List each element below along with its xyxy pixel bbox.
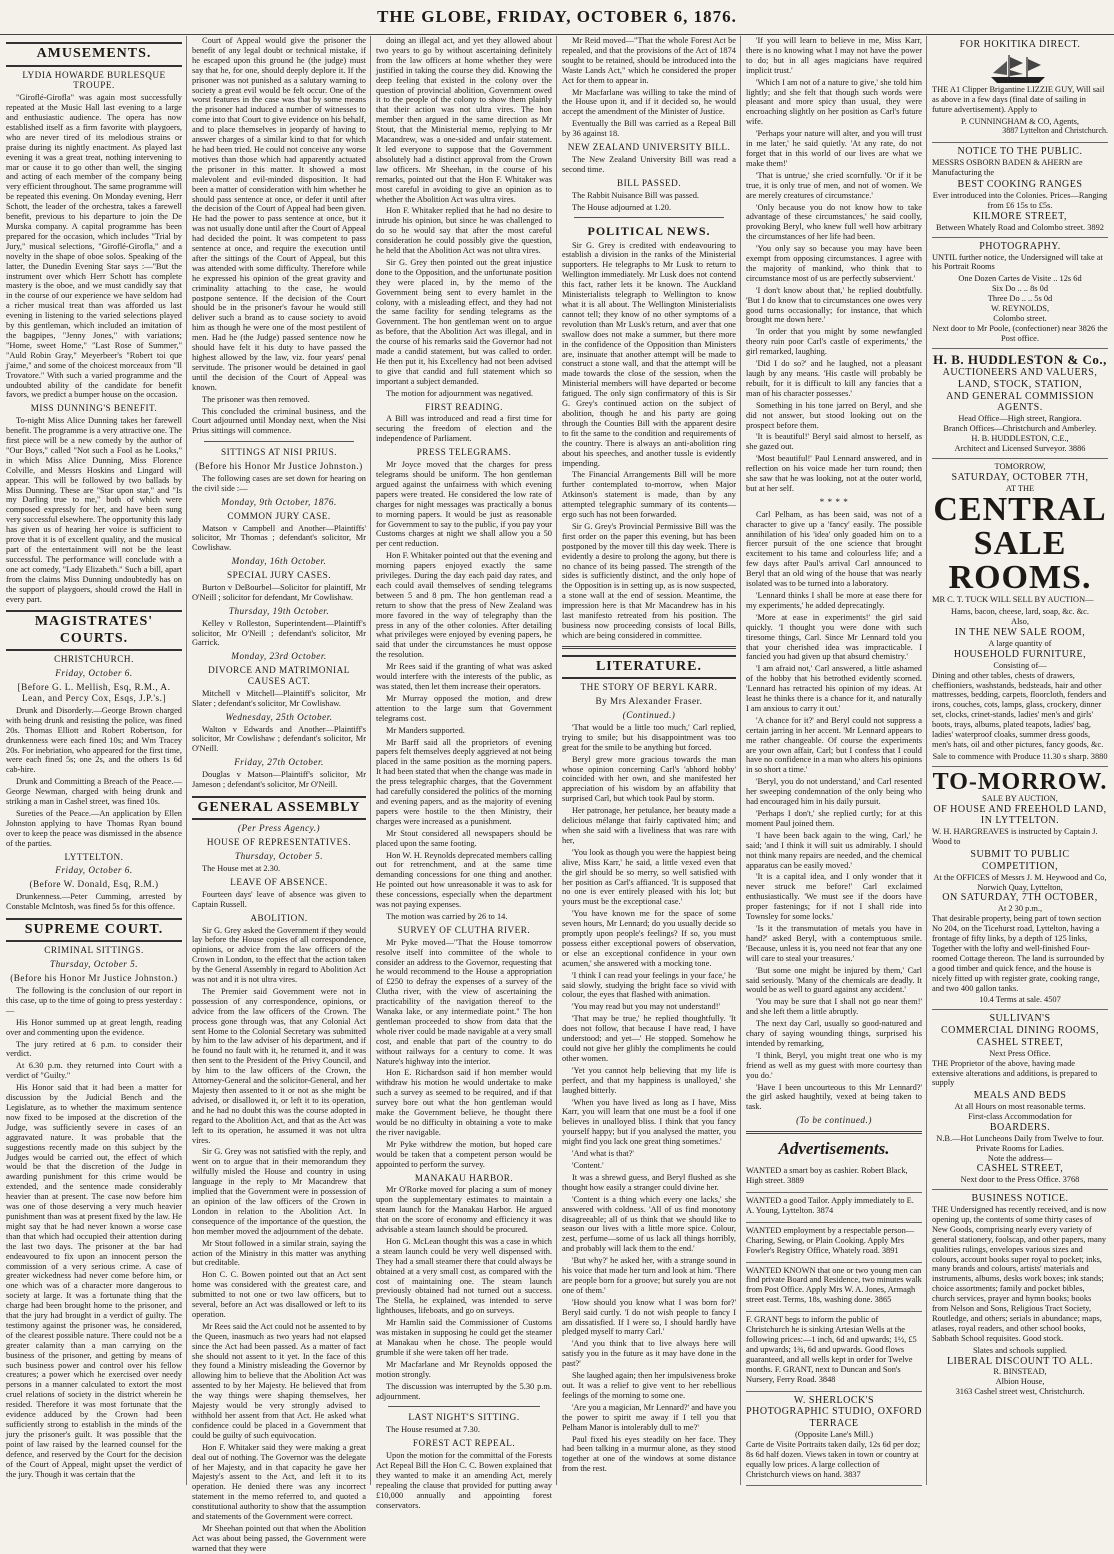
ad-text: IN LYTTELTON. xyxy=(980,815,1060,827)
ad-text: Next door to Mr Poole, (confectioner) near 3826 the Post office. xyxy=(932,323,1108,343)
dateline: Thursday, October 5. xyxy=(234,851,324,862)
paragraph: Upon the motion for the committal of the Forests Act Repeal Bill the Hon C. C. Bowen explained that they wanted to make it an amending Act, merely repealing the clause that provided for putting away £10,000 annually and appointing forest conservators. xyxy=(376,1451,552,1510)
paragraph: 'It is a capital idea, and I only wonder that it never struck me before!' Carl exclaimed enthusiastically. 'We must see if the doors have proper fastenings; for if not I shall ride into Townsley for some locks.' xyxy=(746,872,922,922)
price-row: One Dozen Cartes de Visite .. 12s 6d xyxy=(958,274,1082,284)
column-3 xyxy=(372,36,556,1510)
ad-text: W. H. HARGREAVES is instructed by Captain J. Wood to xyxy=(932,827,1098,847)
paragraph: The motion was carried by 26 to 14. xyxy=(386,911,508,921)
section-heading: LITERATURE. xyxy=(562,655,736,680)
paragraph: Matson v Campbell and Another—Plaintiffs' solicitor, Mr Thomas ; defendant's solicitor, Mr Cowlishaw. xyxy=(192,523,366,553)
paragraph: 'If you will learn to believe in me, Miss Karr, there is no knowing what I may not have the power to do; but in all ages magicians have required implicit trust.' xyxy=(746,36,922,75)
paragraph: The Rabbit Nuisance Bill was passed. xyxy=(572,190,699,200)
divider xyxy=(388,1406,540,1407)
paragraph: Drunk and Disorderly.—George Brown charged with being drunk and resisting the police, was fined 20s. Thomas Elliott and Robert Robertson, for drunkenness were each fined 10s; and Wm Tracey 20s. For inebriation, who appeared for the first time, were each fined 5s; one 2s, and the others 1s 6d cab-hire. xyxy=(6,705,182,775)
masthead: THE GLOBE, FRIDAY, OCTOBER 6, 1876. xyxy=(0,0,1114,35)
divider xyxy=(574,217,724,218)
ad-text: HOUSEHOLD FURNITURE, xyxy=(953,648,1087,660)
subheading: LEAVE OF ABSENCE. xyxy=(230,876,328,887)
dining-rooms-ad xyxy=(932,1010,1108,1190)
column-5 xyxy=(742,36,926,1485)
ad-text: CASHEL STREET, xyxy=(976,1163,1064,1175)
ad-text: THE A1 Clipper Brigantine LIZZIE GUY, Will sail as above in a few days (final date of sailing in future advertisement). Apply to xyxy=(932,84,1105,114)
shipping-ad xyxy=(932,36,1108,143)
column-rule xyxy=(186,36,187,1485)
paragraph: The House met at 2.30. xyxy=(202,864,281,874)
classified-ad xyxy=(746,1392,922,1487)
paragraph: 'You look as though you were the happiest being alive, Miss Karr,' he said, a little vexed even that the girl should be so merry, so well satisfied with her position as Carl's affianced. 'It is supposed that no one is ever entirely pleased with his lot; but yours must be the exceptional case.' xyxy=(562,847,736,907)
paragraph: Paul fixed his eyes steadily on her face. They had been talking in a murmur alone, as they stood together at one of the windows at some distance from the rest. xyxy=(562,1434,736,1474)
ad-title: W. SHERLOCK'S xyxy=(793,1394,875,1406)
section-heading: MAGISTRATES' COURTS. xyxy=(6,610,182,651)
paragraph: 'How should you know what I was born for?' Beryl said curtly. 'I do not wish people to fancy I am dissatisfied. If I were so, I should hardly have pledged myself to marry Carl.' xyxy=(562,1297,736,1337)
subheading: SPECIAL JURY CASES. xyxy=(226,570,332,581)
paragraph: 'Have I been uncourteous to this Mr Lennard?' the girl asked haughtily, vexed at being taken to task. xyxy=(746,1082,922,1112)
column-4 xyxy=(558,36,740,1485)
paragraph: Mr Hamlin said the Commissioner of Customs was mistaken in supposing he could get the steamer at Manakau when he chose. The people would grumble if she were taken off her trade. xyxy=(376,1318,552,1357)
paragraph: 'Lennard thinks I shall be more at ease there for my experiments,' he added deprecatingly. xyxy=(746,590,922,610)
classified-ad xyxy=(746,1263,922,1313)
price-row: Six Do .. .. 8s 0d xyxy=(991,284,1049,294)
paragraph: Hon W. H. Reynolds deprecated members calling out for retrenchment, and at the same time demanding concessions for one thing and another. He pointed out how unreasonable it was to ask for these concessions, especially when the department was not paying expenses. xyxy=(376,850,552,910)
ad-headline: CENTRAL xyxy=(933,491,1107,529)
ad-text: First-class Accommodation for xyxy=(968,1112,1072,1122)
paragraph: 'I think I can read your feelings in your face,' he said slowly, studying the bright face so vivid with colour, the eyes that flashed with animation. xyxy=(562,970,736,1000)
subheading: MANAKAU HARBOR. xyxy=(414,1172,514,1183)
paragraph: "Giroflé-Girofla" was again most successfully repeated at the Music Hall last evening to a large and enthusiastic audience. The opera has now established itself as a firm favorite with playgoers, who are never tired of its melodious strains or praise during its nightly enactment. As played last evening it was a great treat, nothing intervening to mar or cause it to go other than well, the singing and acting of each member of the company being very efficient throughout. The same programme will be repeated this evening. On Monday evening, Herr Schott, the leader of the orchestra, takes a farewell benefit, previous to his departure to join the De Murska company. A capital programme has been prepared for the occasion, which includes "Trial by Jury," musical selections, "Giroflé-Girofla," and a novelty in the shape of oboe solos. Speaking of the latter, the Dunedin Evening Star says :—"But the instrument over which Herr Schott has complete mastery is the oboe, and we must candidly say that in the course of our experience we have seldom had a richer musical treat than was afforded us last evening in listening to the varied selections played by this gentleman, which included an imitation of the bagpipes, "Jenny Jones," with variations; "Home, sweet Home," "Last Rose of Summer," "Auld Robin Gray," Meyerbeer's "Robert toi que j'aime," and some of the choicest morceaux from "Il Trovatore." With such a varied programme and the undoubted ability of the candidate for benefit favors, we predict a bumper house on the occasion. xyxy=(6,93,182,400)
paragraph: Hon F. Whitaker said they were making a great deal out of nothing. The Governor was the delegate of her Majesty, and in that capacity he gave her Majesty's assent to the Act, and left it to its operation. He denied there was any incorrect statement in the memo referred to, and quoted a constitutional authority to show that the assumption and statements of the Government were correct. xyxy=(192,1442,366,1522)
paragraph: Mr Rees said the Act could not be assented to by the Queen, inasmuch as two years had not elapsed since the Act had been passed. As a matter of fact she should not assent to it yet. In the face of this they found a Ministry misleading the Governor by allowing him to believe that the Abolition Act was assented to by her Majesty. He believed that from the way things were shaping themselves, her Majesty would be very strongly advised to withhold her assent from that Act. He asked what confidence could be placed in a Government that could be guilty of such equivocation. xyxy=(192,1321,366,1440)
bench-line: [Before G. L. Mellish, Esq, R.M., A. Lean, and Percy Cox, Esqs, J.P.'s.] xyxy=(17,682,171,704)
ad-text: At all Hours on most reasonable terms. xyxy=(954,1102,1086,1112)
paragraph: Sir G. Grey then pointed out the great injustice done to the Opposition, and the unfortunate position they were placed in, by the memo of the Government being sent to every hamlet in the colony, with a misleading effect, and they had not the same facility for sending telegrams as the Government. The hon gentleman went on to argue as before, that the Abolition Act was illegal, and in the course of his remarks said the Governor had not made a candid statement, but was called to order. He then put it, his Excellency had not been advised to give that candid and full statement which so important a subject demanded. xyxy=(376,257,552,386)
price-row: Three Do .. .. 5s 0d xyxy=(987,294,1053,304)
ad-text: 10.4 Terms at sale. 4507 xyxy=(979,995,1061,1005)
subheading: DIVORCE AND MATRIMONIAL CAUSES ACT. xyxy=(208,665,350,687)
paragraph: 'Which I am not of a nature to give,' she told him lightly; and she felt that though such words were pleasant and more spicy than usual, they were encroaching slightly on her position as Carl's future wife. xyxy=(746,77,922,127)
ad-text: WANTED employment by a respectable person—Charing, Sewing, or Plain Cooking. Apply Mrs Fowler's Registry Office, Whately road. 3891 xyxy=(746,1225,915,1255)
paragraph: Mr Reid moved—"That the whole Forest Act be repealed, and that the provisions of the Act of 1874 sought to be retained, should be introduced into the Waste Lands Act," which he considered the proper Act for them to appear in. xyxy=(562,36,736,85)
paragraph: Her patronage, her petulance, her beauty made a delicious mélange that fairly captivated him; and when she said with a liveliness that was rare with her, xyxy=(562,806,736,845)
paragraph: 'Perhaps I don't,' she replied curtly; for at this moment Paul joined them. xyxy=(746,809,922,828)
paragraph: 'Beryl, you do not understand,' and Carl resented her sweeping condemnation of the only being who had encouraged him in his daily pursuit. xyxy=(746,777,922,807)
ad-text: Consisting of— xyxy=(993,660,1047,670)
paragraph: Kelley v Rolleston, Superintendent—Plaintiff's solicitor, Mr O'Neill ; defendant's solicitor, Mr Garrick. xyxy=(192,618,366,648)
paragraph: She laughed again; then her impulsiveness broke out. It was a relief to give vent to her rebellious feelings of the morning to some one. xyxy=(562,1371,736,1400)
subheading: LAST NIGHT'S SITTING. xyxy=(408,1412,520,1423)
paragraph: Hon G. McLean thought this was a case in which a steam launch could be very well dispensed with. They had a small steamer there that could always be obtained at a very small cost, as compared with the cost of maintaining one. The steam launch previously obtained had not turned out a success. The Stella, he explained, was intended to serve lighthouses, lifeboats, and go on surveys. xyxy=(376,1236,552,1316)
ad-address: 3887 Lyttelton and Christchurch. xyxy=(1002,126,1108,136)
paragraph: 'I have been back again to the wing, Carl,' he said; 'and I think it will suit us admirably. I should not think many repairs are needed, and the chemical apparatus can be easily moved.' xyxy=(746,830,922,870)
ad-subtitle: (Opposite Lane's Mill.) xyxy=(794,1429,874,1439)
ad-text: WANTED a smart boy as cashier. Robert Black, High street. 3889 xyxy=(746,1166,908,1186)
paragraph: 'In order that you might by some newfangled theory ruin poor Carl's castle of experiments,' the girl remarked, laughing. xyxy=(746,327,922,357)
column-rule xyxy=(740,36,741,1485)
subheading: FIRST READING. xyxy=(425,401,503,412)
subheading: FOREST ACT REPEAL. xyxy=(412,1438,516,1449)
ad-text: SATURDAY, OCTOBER 7TH, xyxy=(951,471,1089,483)
bench-line: (Before W. Donald, Esq, R.M.) xyxy=(29,879,159,890)
ad-text: Dining and other tables, chests of drawers, cheffioniers, washstands, bedsteads, hair and other mattresses, bedding, carpets, floorcloth, fenders and irons, couches, cots, lamps, glass, crockery, dinner set, clocks, crinet-stands, ladies' men's and girls' boots, trays, albums, plated teapots, ladies' bag, ladies' waterproof cloaks, summer dress goods, men's hats, oil and other pictures, fancy goods, &c. xyxy=(932,670,1107,749)
ad-text: Next Press Office. xyxy=(989,1048,1051,1058)
paragraph: 'Content.' xyxy=(572,1160,604,1170)
ad-text: Hams, bacon, cheese, lard, soap, &c. &c. xyxy=(951,607,1089,617)
paragraph: At 6.30 p.m. they returned into Court with a verdict of "Guilty." xyxy=(6,1061,182,1081)
ad-title: KILMORE STREET, xyxy=(973,211,1067,223)
paragraph: His Honor summed up at great length, reading over and commenting upon the evidence. xyxy=(6,1017,182,1037)
huddleston-ad xyxy=(932,349,1108,459)
dateline: Monday, 9th October, 1876. xyxy=(221,496,337,507)
ad-text: Architect and Licensed Surveyor. 3886 xyxy=(954,443,1086,453)
paragraph: A Bill was introduced and read a first time for securing the freedom of election and the independence of Parliament. xyxy=(376,414,552,444)
paragraph: Mr Murray opposed the motion, and drew attention to the large sum that Government telegrams cost. xyxy=(376,693,552,723)
subheading: BILL PASSED. xyxy=(616,177,682,188)
ad-text: THE Undersigned has recently received, and is now opening up, the contents of some thirty cases of New Goods, comprising nearly every variety of general stationery, foolscap, and other papers, many qualities rulings, envelopes various sizes and colours, account books super royal to pocket; inks, many brands and colours, artists' materials and instruments, albums, desks work boxes; ink stands; choice assortments; family and pocket bibles, church services, prayer and hymn books; books from Nelson and Sons, Religious Tract Society, Routledge, and others; serials in abundance; maps, atlases, royal readers, and other school books, Sabbath School requisites. Good stock. xyxy=(932,1204,1107,1343)
subheading: PRESS TELEGRAMS. xyxy=(416,447,512,458)
ad-text: AND GENERAL COMMISSION AGENTS. xyxy=(946,390,1094,414)
paragraph: Sureties of the Peace.—An application by Ellen Johnston applying to have Thomas Ryan bound over to keep the peace was dismissed in the absence of the parties. xyxy=(6,808,182,848)
ad-text: TOMORROW, xyxy=(994,461,1046,471)
column-6 xyxy=(928,36,1112,1485)
classified-ad xyxy=(746,1163,922,1193)
ad-text: Next door to the Press Office. 3768 xyxy=(960,1175,1080,1185)
paragraph: The following is the conclusion of our report in this case, up to the time of going to press yesterday :— xyxy=(6,986,182,1015)
subheading: COMMON JURY CASE. xyxy=(227,510,331,521)
divider xyxy=(746,1131,922,1134)
paragraph: 'But why?' he asked her, with a strange sound in his voice that made her turn and look at him. 'There are people born for a groove; but surely you are not one of them.' xyxy=(562,1256,736,1295)
paragraph: Beryl grew more gracious towards the man whose opinion concerning Carl's 'abhord hobby' coincided with her own, and she manifested her appreciation of his wisdom by an affability that surprised Carl, but which took Paul by storm. xyxy=(562,754,736,804)
paragraph: 'Are you a magician, Mr Lennard?' and have you the power to spirit me away if I tell you that Pelham Manor is intolerably dull to me?' xyxy=(562,1402,736,1432)
paragraph: The House resumed at 7.30. xyxy=(386,1425,480,1435)
paragraph: The prisoner was then removed. xyxy=(202,394,310,404)
paragraph: 'I don't know about that,' he replied doubtfully. 'But I do know that to circumstances one owes very good turns occasionally; for instance, that which brought me down here.' xyxy=(746,285,922,325)
section-heading: SUPREME COURT. xyxy=(6,918,182,943)
paragraph: 'And what is that?' xyxy=(572,1149,634,1159)
paragraph: Sir G. Grey is credited with endeavouring to establish a division in the ranks of the Ministerial supporters. He telegraphs to Mr Lusk to return to Wellington immediately. Mr Lusk does not contend this fact, rather lets it be known. The Auckland Ministerialists telegraph to Wellington to know what it is all about. The Wellington Ministerialists cannot tell; they know of no other symptoms of a revolution than Mr Lusk's return, and aver that one swallow does not make a summer, but there more in the confidence of the Opposition than Ministers are, insinuate that another attempt will be made to construct a stone wall, and that the attempt will be made towards the close of the session, when the Ministerial members will have departed or become fatigued. The only sign confirmatory of this is Sir G. Grey's continued action on the subject of abolition, though he and his party are going through the Counties Bill with the apparent desire to fit the same to the condition and requirements of the country. There is always an anti-abolition ring about his speeches, and another tussle is evidently impending. xyxy=(562,240,736,468)
paragraph: The Financial Arrangements Bill will be more further contemplated to-morrow, when Major Atkinson's statement is made, than by any attempted telegraphic summary of its contents—ergo such has not been forwarded. xyxy=(562,470,736,520)
ad-text: Carte de Visite Portraits taken daily, 12s 6d per doz; 8s 6d half dozen. Views taken in town or country at equally low prices. A large collection of Christchurch views on hand. 3837 xyxy=(746,1439,921,1479)
continued-note: (Continued.) xyxy=(622,710,676,721)
subheading: SURVEY OF CLUTHA RIVER. xyxy=(397,924,531,935)
ad-text: At 2 30 p.m., xyxy=(997,904,1043,914)
ad-text: WANTED a good Tailor. Apply immediately to E. A. Young, Lyttelton. 3874 xyxy=(746,1196,914,1215)
subheading: CHRISTCHURCH. xyxy=(54,654,134,665)
paragraph: 'You have known me for the space of some seven hours, Mr Lennard; do you usually decide so promptly upon people's feelings? If so, you must possess either exceptional powers of observation, or else an exceptional confidence in your own acumen,' she answered with a mocking tone. xyxy=(562,909,736,968)
dateline: Thursday, 19th October. xyxy=(228,605,330,616)
ship-icon xyxy=(987,51,1049,85)
paragraph: It was a shrewd guess, and Beryl flushed as she thought how easily a stranger could divine her. xyxy=(562,1172,736,1192)
subheading: SITTINGS AT NISI PRIUS. xyxy=(221,447,337,458)
paragraph: Court of Appeal would give the prisoner the benefit of any legal doubt or technical mistake, if he escaped upon this ground he (the judge) must say that he, for one, should deeply deplore it. If the prisoner was not punished as a salutary warning to society a great evil would be felt occur. One of the worst features in the case was that by some means the prisoner had induced a number of witnesses to come into that Court to give evidence on his behalf, and to place themselves in jeopardy of having to answer charges of a similar kind to that for which he had been tried. He could not conceive any worse motives than those which had apparently actuated the prisoner in this matter. It showed a most malevolent and evil-minded disposition. It had been a matter of consideration with him whether he should pass sentence at once, or defer it until after the decision of the Court of Appeal had been given. He had the power to pass sentence at once, but it was not usually done until after the Court of Appeal had decided the point. It was competent to pass sentence at once, and require the execution until after the sittings of the Court of Appeal, but this was attended with some difficulty. Therefore while he expressed his opinion of the great gravity and criminality attaching to the case, he would postpone sentence. If the decision of the Court should be in the prisoner's favour he would still deliver such a brand as to cause society to avoid him as though he were one of the most pestilent of men. Had he (the Judge) passed sentence now he should have felt it his duty to have passed the highest allowed by the law, viz. four years' penal servitude. The prisoner would be detained in gaol until the decision of the Court of Appeal was known. xyxy=(192,36,366,392)
paragraph: 'Is it the transmutation of metals you have in hand?' asked Beryl, with a contemptuous smile. 'Because, unless it is, you need not fear that any one will care to steal your treasures.' xyxy=(746,923,922,963)
ad-text: SALE BY AUCTION, xyxy=(982,793,1058,803)
paragraph: 'You may be sure that I shall not go near them!' and she left them a little abruptly. xyxy=(746,997,922,1017)
ad-text: UNTIL further notice, the Undersigned will take at his Portrait Rooms xyxy=(932,252,1103,272)
paragraph: 'That would be a little too much,' Carl replied, trying to smile; but his disappointment was too great for the smile to be anything but forced. xyxy=(562,722,736,752)
ad-title: BUSINESS NOTICE. xyxy=(971,1193,1069,1205)
paragraph: 'That is untrue,' she cried scornfully. 'Or if it be true, it is only true of men, and not of women. We are merely creatures of circumstance.' xyxy=(746,170,922,200)
ad-text: That desirable property, being part of town section No 204, on the Ticehurst road, Lyttelton, having a frontage of fifty links, by a depth of 125 links, Together with the lofty and well-finished Four-roomed Cottage thereon. The land is surrounded by a good timber and quick fence, and the house is nicely fitted up with register grate, cooking range, and two 400 gallon tanks. xyxy=(932,914,1105,993)
ad-text: A large quantity of xyxy=(988,639,1052,648)
advertisements-heading: Advertisements. xyxy=(778,1139,890,1159)
ad-text: Also, xyxy=(1011,617,1029,627)
ad-text: THE Proprietor of the above, having made extensive alterations and additions, is prepared to supply xyxy=(932,1058,1098,1088)
paragraph: Mr Manders supported. xyxy=(386,725,465,735)
paragraph: Walton v Edwards and Another—Plaintiff's solicitor, Mr Cowlishaw ; defendant's solicitor, Mr O'Neill. xyxy=(192,724,366,754)
byline: By Mrs Alexander Fraser. xyxy=(595,696,703,707)
ad-text: BOARDERS. xyxy=(989,1121,1051,1133)
business-notice-ad xyxy=(932,1190,1108,1401)
paragraph: 'You only say so because you may have been exempt from opposing circumstances. I agree with the majority of mankind, who think that to circumstance most of us are perfectly subservient.' xyxy=(746,244,922,283)
paragraph: Sir G. Grey asked the Government if they would lay before the House copies of all correspondence, opinions, or advice from the law officers of the Crown in London, to the effect that the action taken by the General Assembly in regard to Abolition Act was not and it is not ultra vires. xyxy=(192,925,366,985)
ad-text: Slates and schools supplied. xyxy=(973,1345,1067,1355)
paragraph: Mr Joyce moved that the charges for press telegrams should be uniform. The hon gentleman argued against the unfairness with which evening papers were treated. He considered the low rate of charges for night messages was practically a bonus to morning papers. It would be just as reasonable for Government to say to the public, if you pay your Customs charges at night we shall allow you a 50 per cent reduction. xyxy=(376,460,552,549)
paragraph: Mr Barff said all the proprietors of evening papers felt themselves deeply aggrieved at not being placed in the same position as the morning papers. It had been stated that when the change was made in the press telegraphic charges, that the Government had carefully considered the politics of the morning and evening papers, and as the majority of evening papers were hostile to the then Ministry, their charges were increased as a punishment. xyxy=(376,737,552,826)
ad-title: CASHEL STREET, xyxy=(976,1036,1064,1048)
paragraph: 'I think, Beryl, you might treat one who is my friend as well as my guest with more courtesy than you do.' xyxy=(746,1050,922,1080)
ad-text: MEALS AND BEDS xyxy=(973,1090,1067,1102)
ad-text: SUBMIT TO PUBLIC COMPETITION, xyxy=(970,849,1070,872)
classified-ad xyxy=(746,1223,922,1263)
subheading: CRIMINAL SITTINGS. xyxy=(44,945,144,956)
paragraph: Mr Macfarlane was willing to take the mind of the House upon it, and if it decided so, he would accept the amendment of the Minister of Justice. xyxy=(562,87,736,117)
paragraph: 'A chance for it?' and Beryl could not suppress a certain jarring in her accent. 'Mr Lennard appears to me rather changeable. Of course the experiments are your own affair, Carl; but I confess that I could have no confidence in a man who alters his opinions in so short a time.' xyxy=(746,715,922,775)
paragraph: Mr Pyke moved—"That the House tomorrow resolve itself into committee of the whole to consider an address to the Governor, requesting that he would recommend to the House a appropriation of £250 to defray the expenses of a survey of the Clutha river, with the view of ascertaining the practicability of the navigation thereof to the Wanaka lake, or any intermediate point." The hon gentleman proceeded to show from data that the whole river could be made navigable at a very small cost, and enable that part of the country to do without railways for a century to come. It was Nature's highway into the interior. xyxy=(376,937,552,1066)
paragraph: The New Zealand University Bill was read a second time. xyxy=(562,154,736,174)
paragraph: Eventually the Bill was carried as a Repeal Bill by 36 against 18. xyxy=(562,119,736,139)
dateline: Friday, 27th October. xyxy=(234,757,324,768)
dateline: Friday, October 6. xyxy=(55,668,133,679)
ad-text: F. GRANT begs to inform the public of Christchurch he is sinking Artesian Wells at the following prices:—1 inch, 6d and upwards; 1½, £5 and upwards; 1¾, 6d and upwards. Good flows guaranteed, and all wells kept in order for Twelve months. F. GRANT, next to Duncan and Son's Nursery, Ferry Road. 3848 xyxy=(746,1315,917,1384)
paragraph: 'I am afraid not,' Carl answered, a little ashamed of the hobby that his betrothed evidently scorned. 'Lennard has retracted his opinion of my ideas. At least he thinks there is a chance for it, and naturally I am anxious to carry it out.' xyxy=(746,664,922,713)
ad-text: AUCTIONEERS AND VALUERS, xyxy=(942,367,1098,379)
ad-text: LAND, STOCK, STATION, xyxy=(957,378,1083,390)
central-sale-rooms-ad xyxy=(932,459,1108,767)
ad-text: ON SATURDAY, 7TH OCTOBER, xyxy=(942,892,1098,904)
ad-title: H. B. HUDDLESTON & Co., xyxy=(933,351,1107,367)
paragraph: Mr Pyke withdrew the motion, but hoped care would be taken that a competent person would be appointed to perform the survey. xyxy=(376,1139,552,1169)
paragraph: 'Content is a thing which every one lacks,' she answered with coldness. 'All of us find monotony disagreeable; all of us think that we should like to season our lives with a little more spice. Colour, zest, perfume—some of us lack all things horribly, and probably will lack them to the end.' xyxy=(562,1194,736,1254)
paragraph: This concluded the criminal business, and the Court adjourned until Monday next, when the Nisi Prius sittings will commence. xyxy=(192,406,366,436)
ad-text: Branch Offices—Christchurch and Amberley. xyxy=(943,424,1097,434)
paragraph: 'Did I do so?' and he laughed, not a pleasant laugh by any means. 'His castle will probably be rebuilt, for it is difficult to kill any fancies that a man of his character possesses.' xyxy=(746,359,922,398)
paragraph: doing an illegal act, and yet they allowed about two years to go by without ascertaining definitely from the law officers at home whether they were justified in taking the course they did. Knowing the deep feeling that existed in the colony over the question of provincial abolition, Government owed it to the people of the colony to show them plainly that their action was not ultra vires. The hon member then argued in the same direction as Mr Stout, that the Ministerial memo, replying to Mr Macandrew, was a one-sided and unfair statement. It led everyone to suppose that the Government absolutely had a distinct approval from the Crown law officers. Mr Sheehan, in the course of his remarks, pointed out that the Hon F. Whitaker was most careful in avoiding to give an opinion as to whether the Abolition Act was ultra vires. xyxy=(376,36,552,204)
paragraph: Mr O'Rorke moved for placing a sum of money upon the supplementary estimates to maintain a steam launch for the Manakau Harbor. He argued that on the score of economy and efficiency it was advisable a steam launch should be procured. xyxy=(376,1185,552,1235)
paragraph: Douglas v Matson—Plaintiff's solicitor, Mr Jameson ; defendant's solicitor, Mr O'Neill. xyxy=(192,770,366,790)
paragraph: Sir G. Grey was not satisfied with the reply, and went on to argue that in their memorandum they wilfully misled the House and country in using language in the reply to Mr Macandrew that implied that the Government were in possession of an opinion of the law officers of the Crown in London in relation to the Abolition Act. In consequence of the importance of the question, the hon member moved the adjournment of the debate. xyxy=(192,1147,366,1236)
ad-title: BEST COOKING RANGES xyxy=(957,179,1083,191)
paragraph: Carl Pelham, as has been said, was not of a character to give up a 'fancy' easily. The possible annihilation of his 'idea' only goaded him on to a fiercer pursuit of the one science that brought excitement to his tame and colourless life; and a few days after Paul's arrival Carl announced to Beryl that an old wing of the house that was nearly isolated was to be turned into a laboratory. xyxy=(746,509,922,589)
paragraph: Mr Stout followed in a similar strain, saying the action of the Ministry in this matter was anything but creditable. xyxy=(192,1238,366,1268)
paragraph: 'Only because you do not know how to take advantage of these circumstances,' he said coolly, provoking Beryl, who knew full well how arbitrary the circumstances of her life had been. xyxy=(746,202,922,242)
continued-note: (To be continued.) xyxy=(796,1115,872,1126)
ad-title: PHOTOGRAPHY. xyxy=(979,240,1061,252)
paragraph: Hon F. Whitaker replied that he had no desire to intrude his opinion, but since he was challenged to do so he would say that after the most careful consideration he could possibly give the question, he held that the Abolition Act was not ultra vires. xyxy=(376,206,552,256)
paragraph: 'But some one might be injured by them,' Carl said seriously. 'Many of the chemicals are deadly. It would be as well to guard against any accident.' xyxy=(746,965,922,995)
ad-title: SULLIVAN'S xyxy=(989,1013,1051,1025)
paragraph: 'Perhaps your nature will alter, and you will trust in me later,' he said quietly. 'At any rate, do not forget that in this world of our lives are what we make them!' xyxy=(746,129,922,168)
dateline: Monday, 23rd October. xyxy=(231,651,327,662)
subheading: NEW ZEALAND UNIVERSITY BILL. xyxy=(567,142,731,153)
ad-signature: W. REYNOLDS, xyxy=(990,304,1050,314)
ad-title: NOTICE TO THE PUBLIC. xyxy=(957,145,1083,157)
paragraph: 'When you have lived as long as I have, Miss Karr, you will learn that one must be a fool if one believes in unalloyed bliss. I think that you fancy yourself happy; but if you analysed the matter, you might find you lack one great thing sometimes.' xyxy=(562,1097,736,1147)
ad-text: At the OFFICES of Messrs J. M. Heywood and Co, Norwich Quay, Lyttelton, xyxy=(933,872,1107,892)
subheading: (Per Press Agency.) xyxy=(237,823,321,834)
bench-line: (Before his Honor Mr Justice Johnston.) xyxy=(195,461,363,472)
subheading: THE STORY OF BERYL KARR. xyxy=(580,682,718,693)
column-rule xyxy=(556,36,557,1485)
section-break: * * * * xyxy=(819,496,849,507)
paragraph: Drunk and Committing a Breach of the Peace.—George Newman, charged with being drunk and striking a man in Cashel street, was fined 10s. xyxy=(6,777,182,807)
dateline: Thursday, October 5. xyxy=(49,959,139,970)
ad-text: Sale to commence with Produce 11.30 s sharp. 3880 xyxy=(932,751,1108,761)
ad-title: PHOTOGRAPHIC STUDIO, OXFORD TERRACE xyxy=(746,1406,922,1430)
paragraph: Burton v DeBourbel—Solicitor for plaintiff, Mr O'Neill ; solicitor for defendant, Mr Cowlishaw. xyxy=(192,582,366,602)
paragraph: Hon E. Richardson said if hon member would withdraw his motion he would undertake to make such a survey as seemed to be required, and if that survey bore out what the hon gentleman would make the Government believe, he thought there would be no difficulty in obtaining a vote to make the river navigable. xyxy=(376,1068,552,1137)
paragraph: Mr Macfarlane and Mr Reynolds opposed the motion strongly. xyxy=(376,1359,552,1379)
paragraph: The jury retired at 6 p.m. to consider their verdict. xyxy=(6,1039,182,1059)
paragraph: Mr Stout considered all newspapers should be placed upon the same footing. xyxy=(376,828,552,848)
paragraph: The discussion was interrupted by the 5.30 p.m. adjournment. xyxy=(376,1381,552,1401)
dateline: Wednesday, 25th October. xyxy=(225,711,333,722)
ad-headline: TO-MORROW. xyxy=(932,768,1108,795)
ad-text: 3163 Cashel street west, Christchurch. xyxy=(955,1387,1085,1397)
ad-text: AT THE xyxy=(1005,483,1035,493)
subheading: ABOLITION. xyxy=(250,912,308,923)
paragraph: 'Yet you cannot help believing that my life is perfect, and that my happiness is unalloyed,' she laughed bitterly. xyxy=(562,1065,736,1095)
paragraph: Mr Rees said if the granting of what was asked would interfere with the interests of the public, as was stated, then let them increase their operators. xyxy=(376,662,552,691)
paragraph: 'And you think that to live always here will satisfy you in the future as it may have done in the past?' xyxy=(562,1339,736,1369)
ad-text: IN THE NEW SALE ROOM, xyxy=(954,627,1086,639)
paragraph: The next day Carl, usually so good-natured and chary of saying wounding things, surprised his intended by remarking, xyxy=(746,1019,922,1048)
section-heading: AMUSEMENTS. xyxy=(6,42,182,67)
ad-text: Private Rooms for Ladies. xyxy=(976,1143,1064,1153)
ad-text: OF HOUSE AND FREEHOLD LAND, xyxy=(933,803,1107,815)
column-rule xyxy=(370,36,371,1485)
column-2 xyxy=(188,36,370,1553)
lyttelton-auction-ad xyxy=(932,767,1108,1011)
paragraph: To-night Miss Alice Dunning takes her farewell benefit. The programme is a very attractive one. The first piece will be a new comedy by the author of "Our Boys," called "Not such a Fool as he Looks," in which Miss Alice Dunning, Miss Florence Colville, and Messrs Hoskins and Lingard will appear. This will be followed by two ballads by Miss Dunning. These are "Star upon star," and "Is my Darling true to me," both of which were composed expressly for her, and have been sung very successful elsewhere. The opportunity this lady has given us of hearing her voice is sufficient to prove that it is of excellent quality, and the musical part of the entertainment will not be the least successful. The performance will conclude with a one act comedy, "Lady Elizabeth." Such a bill, apart from the claims Miss Dunning undoubtedly has on the support of playgoers, should crowd the Hall in every part. xyxy=(6,416,182,604)
ad-text: Ever introduced into the Colonies. Prices—Ranging from £6 15s to £5s. xyxy=(932,191,1108,211)
column-1 xyxy=(2,36,186,1485)
subheading: LYDIA HOWARDE BURLESQUE TROUPE. xyxy=(22,69,166,91)
paragraph: 'Most beautiful!' Paul Lennard answered, and in reflection on his voice made her turn round; then she saw that he was looking, not at the outer world, but at her self. xyxy=(746,454,922,493)
ad-text: Between Whately Road and Colombo street. 3892 xyxy=(935,222,1104,232)
dateline: Friday, October 6. xyxy=(55,865,133,876)
ad-title: FOR HOKITIKA DIRECT. xyxy=(959,39,1081,50)
paragraph: Mr Sheehan pointed out that when the Abolition Act was about being passed, the Government were warned that they were xyxy=(192,1523,366,1553)
classified-ad xyxy=(746,1193,922,1223)
paragraph: Fourteen days' leave of absence was given to Captain Russell. xyxy=(192,889,366,909)
ad-text: Colombo street. xyxy=(993,314,1047,324)
section-heading: POLITICAL NEWS. xyxy=(587,224,711,239)
subheading: MISS DUNNING'S BENEFIT. xyxy=(30,403,158,414)
ad-text: R. BINSTEAD, xyxy=(993,1367,1047,1377)
paragraph: His Honor said that it had been a matter for discussion by the Judicial Bench and the Legislature, as to whether the maximum sentence now fixed to be imposed at the discretion of the Judge, was sufficiently severe in cases of an aggravated nature. It was probable that the suggestions recently made on this subject by the Judges would be carried out, the effect of which would be that the discretion of the Judge in awarding punishment for this crime would be extended, and the sentence made considerably heavier than at present. The case now before him was one of those deserving a very much heavier punishment than was at present fixed by the law. He might say that he had never known a worse case than that which had occupied their attention during the last two days. The prisoner at the bar had endeavoured to fix upon an innocent person the commission of a very serious crime. A case of greater wickedness had never come before him, or one which was of a character more dangerous to society at large. It was a fortunate thing that the charge had been brought home to the prisoner, and that the jury had brought in a verdict of guilty. The testimony against the prisoner was, he considered, of the clearest possible nature. There could not be a greater calamity than a man carrying on the business of the prisoner, and getting by means of such business power and control over his fellow creatures; a power which he exercised over needy persons in a manner calculated to extort the most cruel relations of society in the district wherein he resided. Therefore it was most fortunate that the evidence adduced by the Crown had been sufficiently strong to establish in the minds of the jury the prisoner's guilt. It was possible that the point of law raised by the learned counsel for the defence, and reserved by the Court for the decision of the Court of Appeal, might upset the verdict of the jury. Though it was certain that the xyxy=(6,1083,182,1479)
paragraph: Sir G. Grey's Provincial Permissive Bill was the first order on the paper this evening, but has been postponed by the mover till this day week. There is evidently a desire to prolong the agony, but there is no chance of its being passed. The strength of the sides is sufficiently distinct, and the only hope of the Opposition is in setting up, as is now suspected, a stone wall at the end of session. Meantime, the impression here is that Mr Macandrew has in his last manifesto retreated from his position. The business now proceeding consists of local Bills, which are being considered in committee. xyxy=(562,521,736,640)
paragraph: Hon F. Whitaker pointed out that the evening and morning papers enjoyed exactly the same privileges. During the day each paid day rates, and each could avail themselves of sending telegrams between 5 and 8 pm. The hon gentleman read a return to show that the press of New Zealand was more favored in the way of telegraphy than the press in any of the other colonies. After detailing what privileges were enjoyed by evening papers, he said that under the circumstances he must oppose the resolution. xyxy=(376,551,552,660)
section-heading: GENERAL ASSEMBLY xyxy=(192,796,366,821)
divider xyxy=(204,441,354,442)
ad-title: COMMERCIAL DINING ROOMS, xyxy=(940,1025,1100,1037)
ad-text: Head Office—High street, Rangiora. xyxy=(958,414,1082,424)
paragraph: 'It is beautiful!' Beryl said almost to herself, as she gazed out. xyxy=(746,432,922,452)
paragraph: The Premier said Government were not in possession of any correspondence, opinions, or advice from the law officers of the Crown. The process gone through was, that any Colonial Act sent Home to the Colonial Secretary was submitted by him to the law adviser of his department, and if he found no fault with it, he returned it, and it was then sent to the President of the Privy Council, and by him to the law officers of the Crown, the Attorney-General and the solicitor-General, and her Majesty then assented to it or not as she might be advised, or disallowed it, or left it to its operation, and he had no doubt this was the course adopted in regard to the Abolition Act, and that as the Act was left to its operation, he assumed it was not ultra vires. xyxy=(192,986,366,1145)
paragraph: 'That may be true,' he replied thoughtfully. 'It does not follow, that because I have read, I have understood; and yet—' He stopped. Somehow he could not give her glibly the compliments he could other women. xyxy=(562,1014,736,1063)
ad-text: H. B. HUDDLESTON, C.E., xyxy=(971,434,1069,444)
ad-text: Albion House, xyxy=(995,1377,1045,1387)
paragraph: 'You may read but you may not understand!' xyxy=(572,1002,721,1012)
ad-text: LIBERAL DISCOUNT TO ALL. xyxy=(946,1355,1094,1367)
paragraph: 'More at ease in experiments!' the girl said quickly. 'I thought you were done with such tiresome things, Carl. Since Mr Lennard told you that your cherished idea was impracticable. I fancied you had given up that absurd chemistry.' xyxy=(746,612,922,662)
ad-agent: P. CUNNINGHAM & CO, Agents, xyxy=(961,116,1079,126)
photography-ad xyxy=(932,238,1108,349)
paragraph: Something in his tone jarred on Beryl, and she did not answer, but stood looking out on the prospect before them. xyxy=(746,400,922,430)
ad-text: Note the address— xyxy=(987,1153,1053,1163)
paragraph: Hon C. C. Bowen pointed out that an Act sent home was considered with the greatest care, and submitted to not one or two law officers, but to several, before an Act was disallowed or left to its operation. xyxy=(192,1270,366,1319)
ad-text: N.B.—Hot Luncheons Daily from Twelve to four. xyxy=(936,1133,1104,1143)
classified-ad xyxy=(746,1312,922,1391)
ad-text: MR C. T. TUCK WILL SELL BY AUCTION— xyxy=(932,595,1094,605)
subheading: LYTTELTON. xyxy=(64,851,124,862)
column-rule xyxy=(926,36,927,1485)
paragraph: The House adjourned at 1.20. xyxy=(572,202,672,212)
paragraph: Mitchell v Mitchell—Plaintiff's solicitor, Mr Slater ; defendant's solicitor, Mr Cowlishaw. xyxy=(192,688,366,708)
divider xyxy=(562,646,736,649)
ranges-ad xyxy=(932,143,1108,238)
bench-line: (Before his Honor Mr Justice Johnston.) xyxy=(10,973,178,984)
ad-text: MESSRS OSBORN BADEN & AHERN are Manufacturing the xyxy=(932,157,1083,177)
dateline: Monday, 16th October. xyxy=(231,556,327,567)
paragraph: The motion for adjournment was negatived. xyxy=(386,388,533,398)
subheading: HOUSE OF REPRESENTATIVES. xyxy=(206,837,352,848)
ad-text: WANTED KNOWN that one or two young men can find private Board and Residence, two minutes walk from Post Office. Apply Mrs W. A. Jones, Armagh street east. Terms, 18s, washing done. 3865 xyxy=(746,1265,922,1305)
paragraph: The following cases are set down for hearing on the civil side :— xyxy=(192,473,366,493)
paragraph: Drunkenness.—Peter Cumming, arrested by Constable McIntosh, was fined 5s for this offence. xyxy=(6,892,182,912)
ad-headline: SALE ROOMS. xyxy=(948,525,1092,597)
